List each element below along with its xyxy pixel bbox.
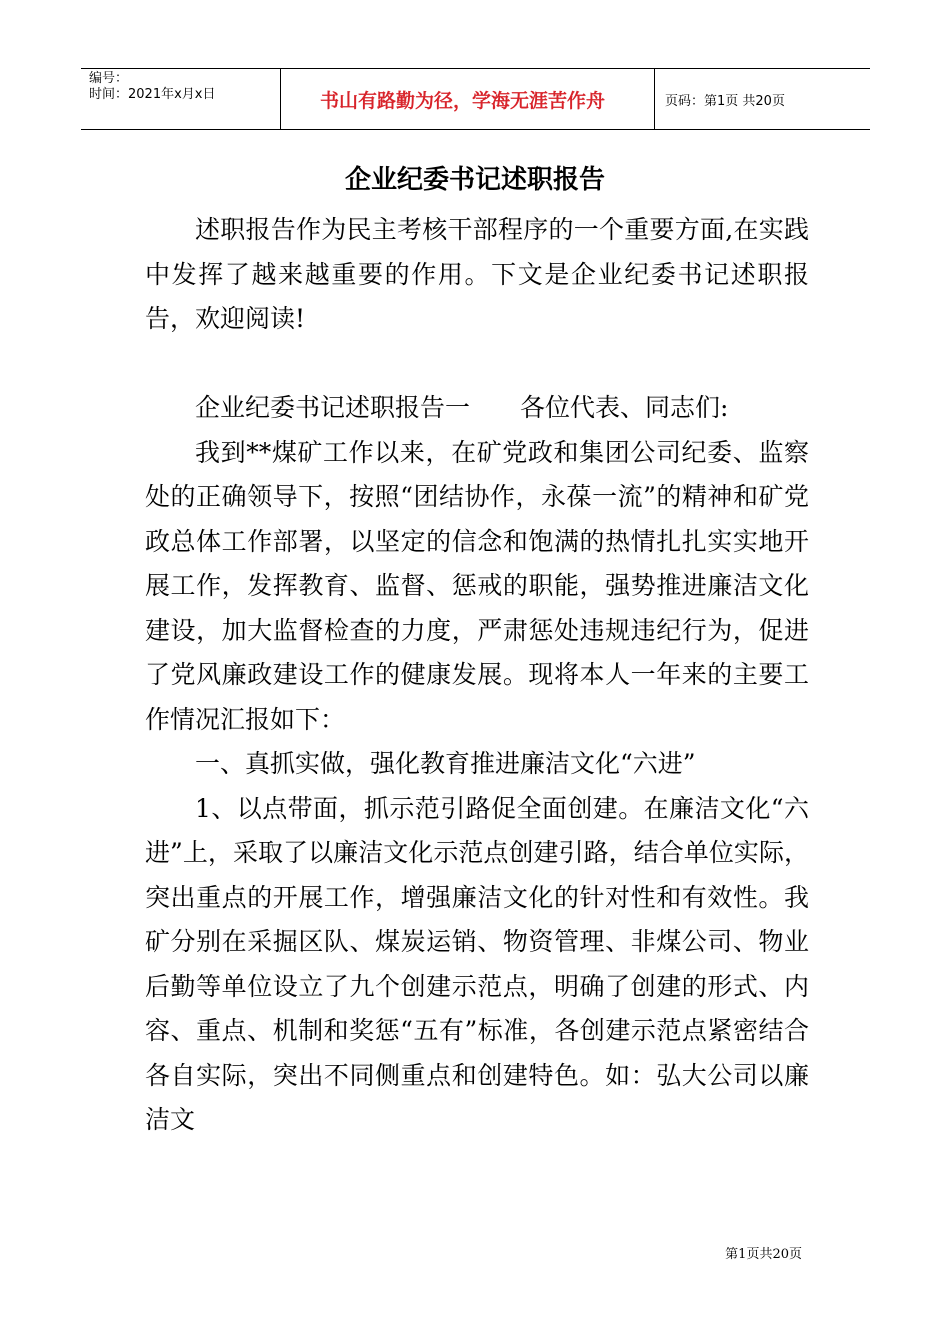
document-title: 企业纪委书记述职报告 (344, 165, 605, 195)
page-footer: 第1页共20页 (725, 1247, 802, 1262)
time-label: 时间：2021年x月x日 (89, 87, 216, 102)
paragraph-salutation: 企业纪委书记述职报告一 各位代表、同志们: (195, 393, 729, 422)
header-meta (81, 69, 281, 129)
number-label: 编号： (89, 71, 129, 86)
section-heading-1: 一、真抓实做，强化教育推进廉洁文化“六进” (195, 749, 696, 778)
header-motto: 书山有路勤为径，学海无涯苦作舟 (281, 69, 655, 129)
page-header (81, 68, 870, 130)
paragraph-intro: 述职报告作为民主考核干部程序的一个重要方面,在实践中发挥了越来越重要的作用。下文是企业纪委书记述职报告，欢迎阅读! (145, 215, 809, 333)
header-page-label: 页码：第1页 共20页 (665, 93, 785, 109)
document-body (145, 208, 809, 1143)
paragraph-opening: 我到**煤矿工作以来，在矿党政和集团公司纪委、监察处的正确领导下，按照“团结协作，永葆一流”的精神和矿党政总体工作部署，以坚定的信念和饱满的热情扎扎实实地开展工作，发挥教育、监督、惩戒的职能，强势推进廉洁文化建设，加大监督检查的力度，严肃惩处违规违纪行为，促进了党风廉政建设工作的健康发展。现将本人一年来的主要工作情况汇报如下： (145, 437, 809, 734)
paragraph-section-1-item-1: 1、以点带面，抓示范引路促全面创建。在廉洁文化“六进”上，采取了以廉洁文化示范点创建引路，结合单位实际，突出重点的开展工作，增强廉洁文化的针对性和有效性。我矿分别在采掘区队、煤炭运销、物资管理、非煤公司、物业后勤等单位设立了九个创建示范点，明确了创建的形式、内容、重点、机制和奖惩“五有”标准，各创建示范点紧密结合各自实际，突出不同侧重点和创建特色。如：弘大公司以廉洁文 (145, 793, 809, 1134)
